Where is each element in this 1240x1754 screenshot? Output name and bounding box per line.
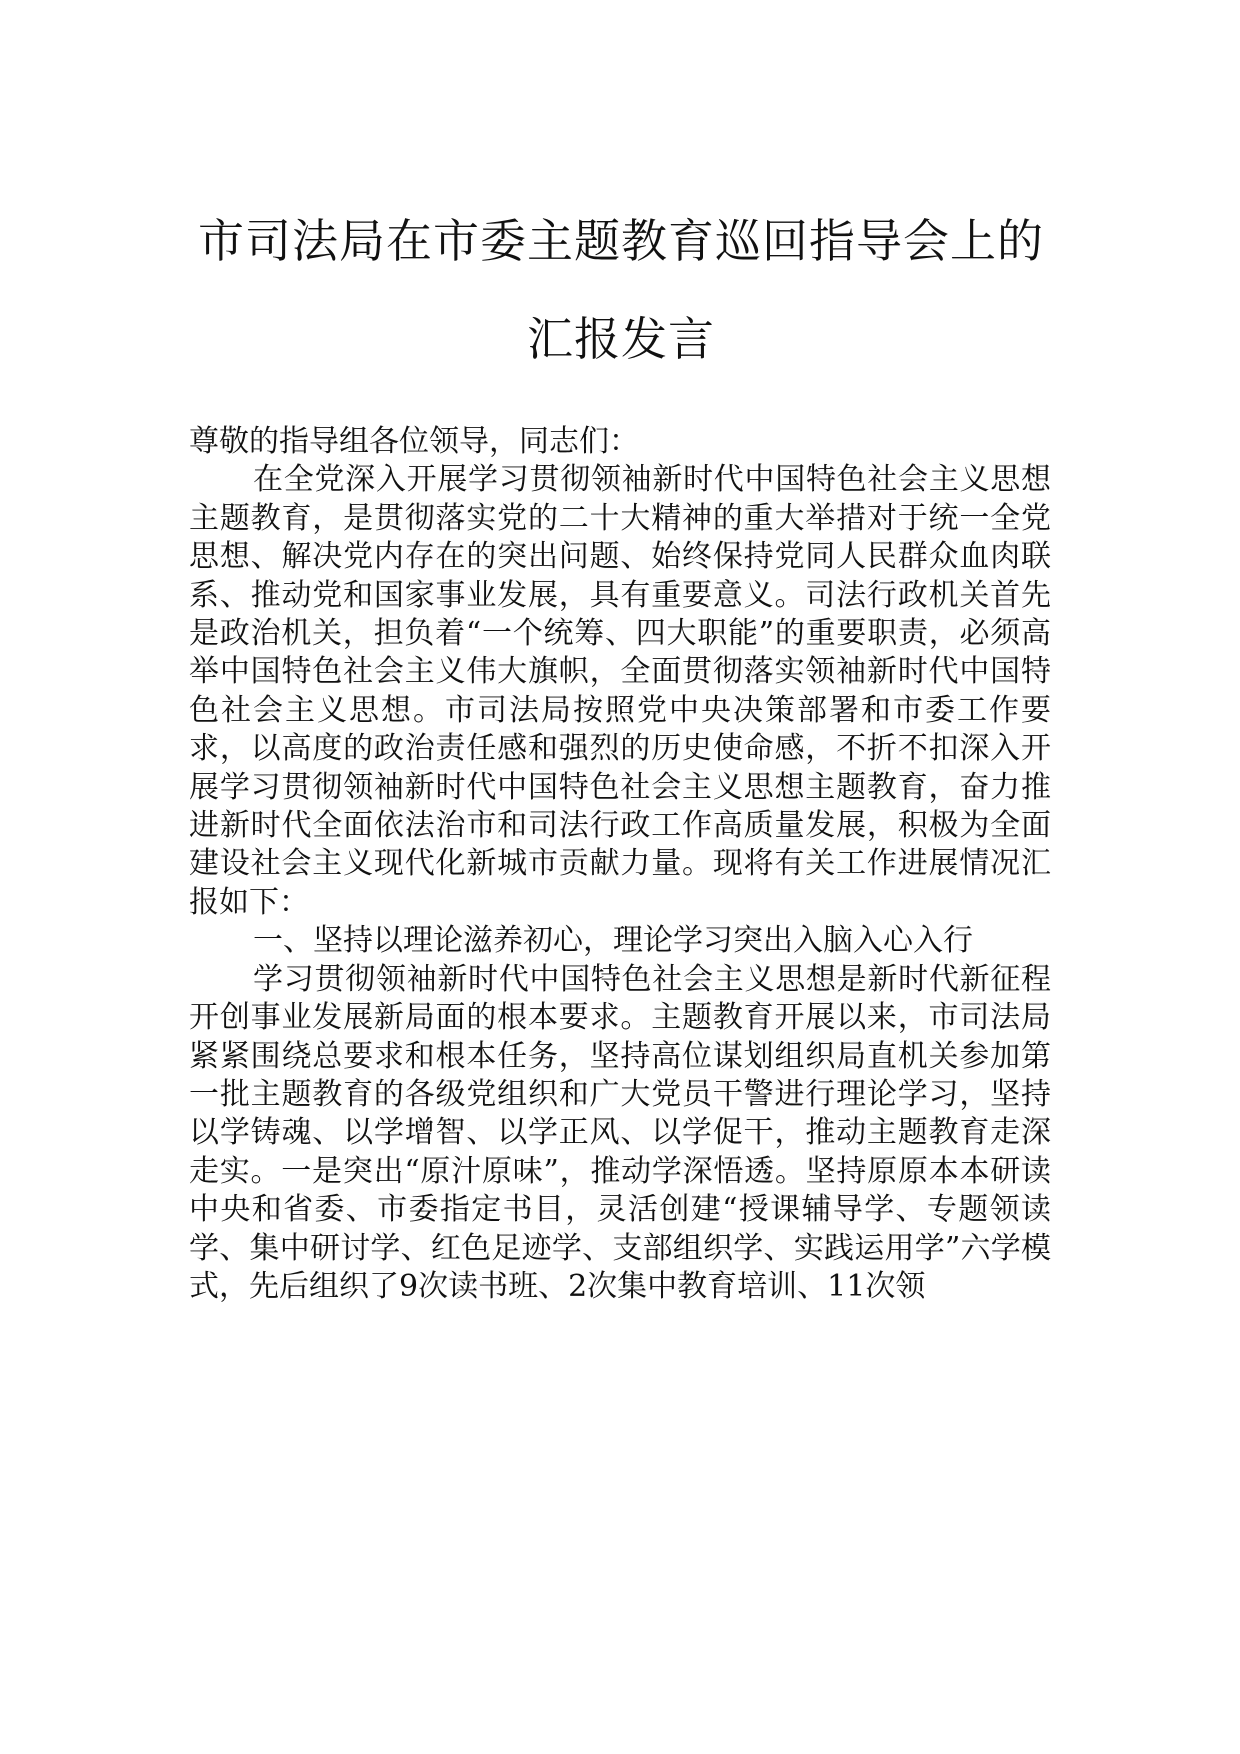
salutation: 尊敬的指导组各位领导，同志们： xyxy=(189,424,639,459)
document-title-line-2: 汇报发言 xyxy=(527,312,715,366)
document-body xyxy=(189,423,1051,1306)
paragraph-intro: 在全党深入开展学习贯彻领袖新时代中国特色社会主义思想主题教育，是贯彻落实党的二十大精神的重大举措对于统一全党思想、解决党内存在的突出问题、始终保持党同人民群众血肉联系、推动党和国家事业发展，具有重要意义。司法行政机关首先是政治机关，担负着“一个统筹、四大职能”的重要职责，必须高举中国特色社会主义伟大旗帜，全面贯彻落实领袖新时代中国特色社会主义思想。市司法局按照党中央决策部署和市委工作要求，以高度的政治责任感和强烈的历史使命感，不折不扣深入开展学习贯彻领袖新时代中国特色社会主义思想主题教育，奋力推进新时代全面依法治市和司法行政工作高质量发展，积极为全面建设社会主义现代化新城市贡献力量。现将有关工作进展情况汇报如下： xyxy=(189,462,1051,920)
document-title-line-1: 市司法局在市委主题教育巡回指导会上的 xyxy=(198,214,1044,268)
paragraph-section-1: 学习贯彻领袖新时代中国特色社会主义思想是新时代新征程开创事业发展新局面的根本要求。主题教育开展以来，市司法局紧紧围绕总要求和根本任务，坚持高位谋划组织局直机关参加第一批主题教育的各级党组织和广大党员干警进行理论学习，坚持以学铸魂、以学增智、以学正风、以学促干，推动主题教育走深走实。一是突出“原汁原味”，推动学深悟透。坚持原原本本研读中央和省委、市委指定书目，灵活创建“授课辅导学、专题领读学、集中研讨学、红色足迹学、支部组织学、实践运用学”六学模式，先后组织了9次读书班、2次集中教育培训、11次领 xyxy=(189,961,1051,1304)
section-heading-1: 一、坚持以理论滋养初心，理论学习突出入脑入心入行 xyxy=(253,923,973,959)
